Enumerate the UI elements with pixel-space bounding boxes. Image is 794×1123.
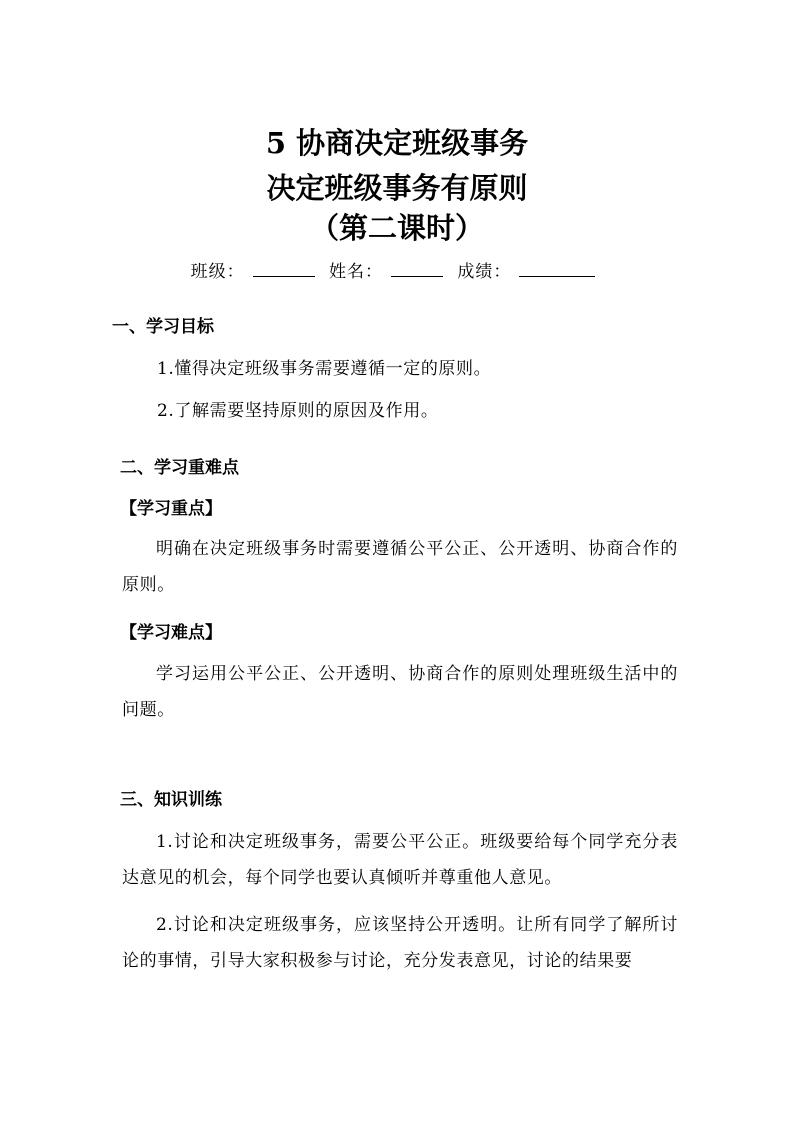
lesson-period: （第二课时） — [309, 211, 484, 245]
score-field[interactable] — [519, 258, 595, 277]
difficult-point-text: 学习运用公平公正、公开透明、协商合作的原则处理班级生活中的问题。 — [122, 664, 678, 720]
section-heading-goals: 一、学习目标 — [112, 317, 214, 337]
goal-item: 1.懂得决定班级事务需要遵循一定的原则。 — [157, 359, 492, 379]
goal-item: 2.了解需要坚持原则的原因及作用。 — [157, 401, 439, 421]
section-heading-practice: 三、知识训练 — [120, 790, 222, 810]
class-field[interactable] — [253, 258, 315, 277]
student-info-row — [0, 258, 794, 285]
difficult-point-label: 【学习难点】 — [120, 623, 222, 643]
practice-item: 1.讨论和决定班级事务，需要公平公正。班级要给每个同学充分表达意见的机会，每个同学也要认真倾听并尊重他人意见。 — [122, 832, 678, 888]
lesson-subtitle: 决定班级事务有原则 — [266, 171, 528, 205]
section-heading-key-points: 二、学习重难点 — [120, 458, 239, 478]
score-label: 成绩： — [457, 262, 512, 282]
class-label: 班级： — [190, 262, 245, 282]
name-field[interactable] — [391, 258, 443, 277]
lesson-title: 5 协商决定班级事务 — [265, 126, 529, 160]
name-label: 姓名： — [329, 262, 383, 282]
key-point-text: 明确在决定班级事务时需要遵循公平公正、公开透明、协商合作的原则。 — [122, 539, 678, 595]
key-point-label: 【学习重点】 — [120, 499, 222, 519]
practice-item: 2.讨论和决定班级事务，应该坚持公开透明。让所有同学了解所讨论的事情，引导大家积极参与讨论，充分发表意见，讨论的结果要 — [122, 915, 678, 971]
